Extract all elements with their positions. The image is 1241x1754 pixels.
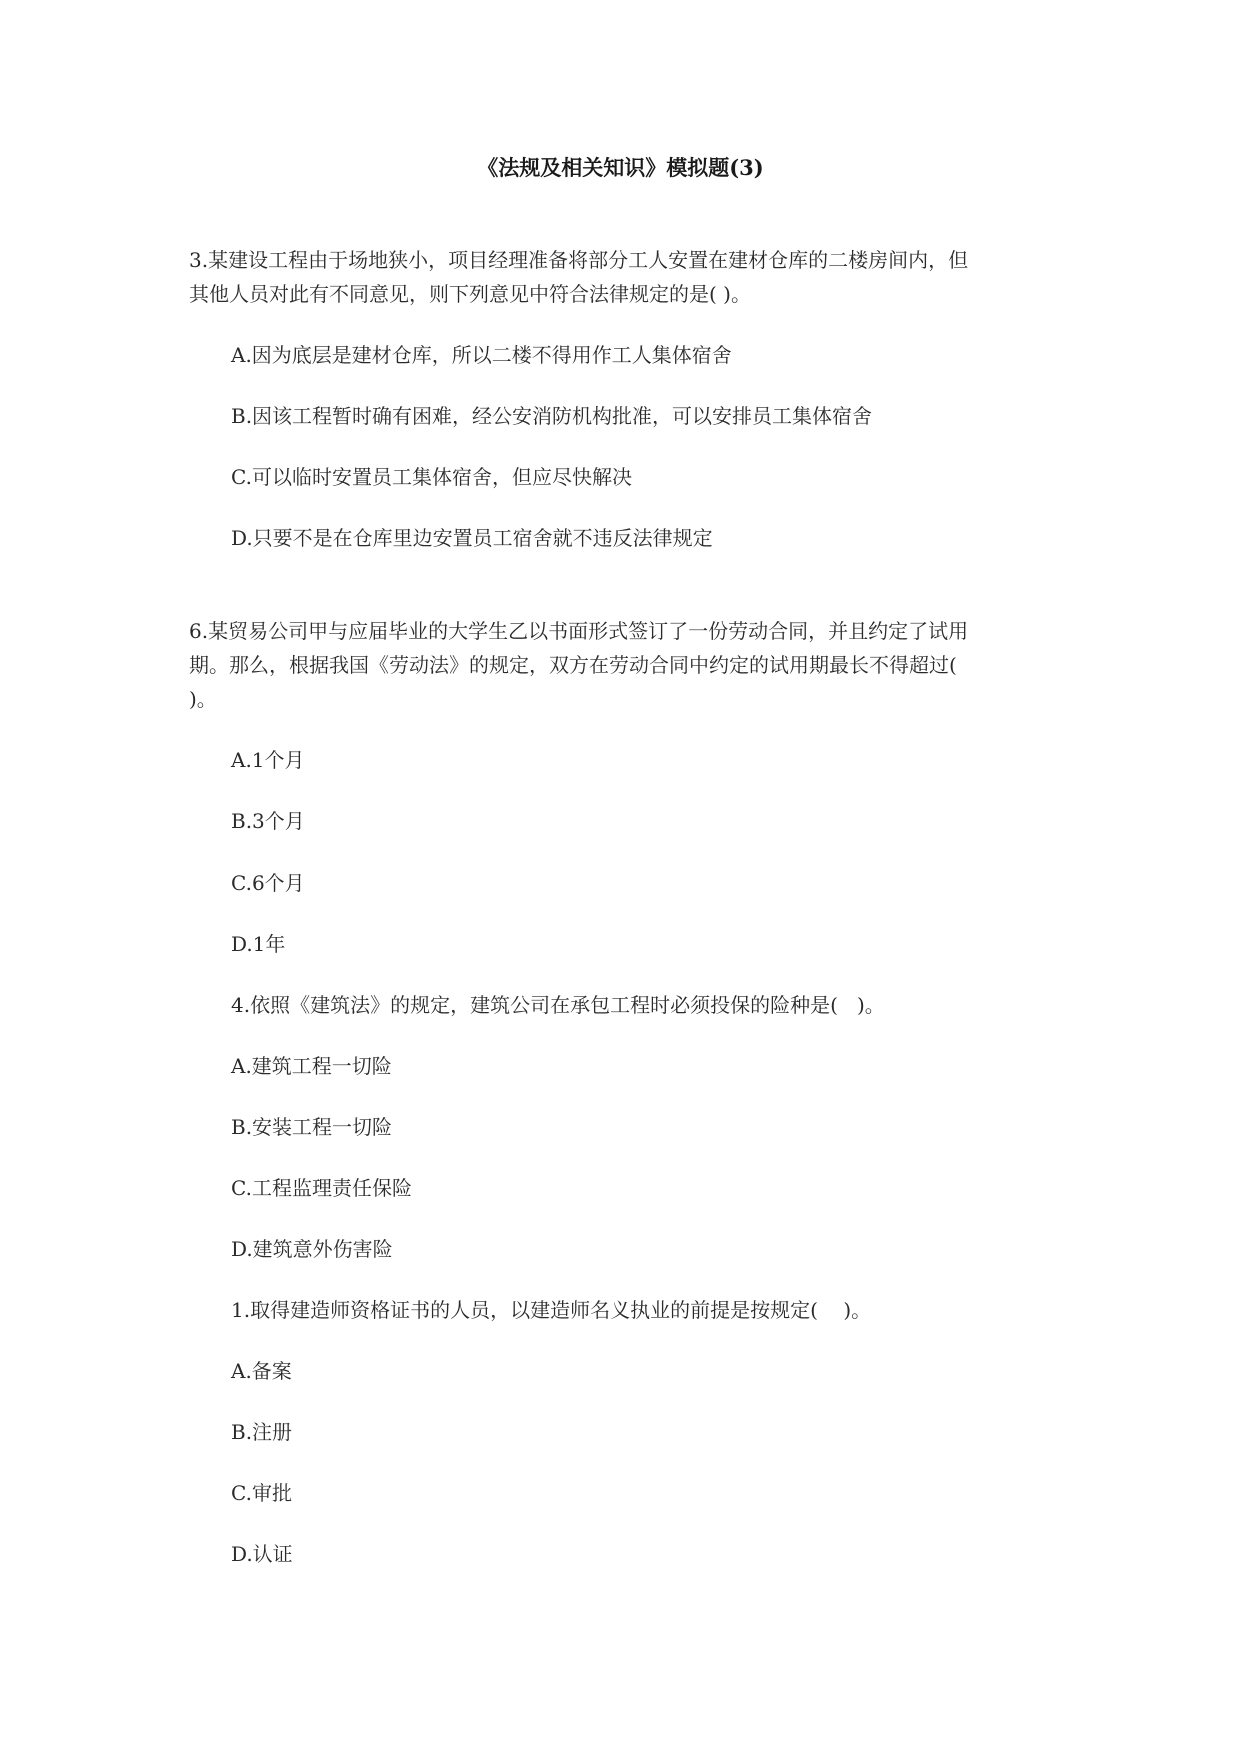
- answer-option: B.注册: [231, 1420, 293, 1444]
- answer-option: D.只要不是在仓库里边安置员工宿舍就不违反法律规定: [231, 526, 713, 550]
- answer-option: D.1年: [231, 932, 286, 956]
- answer-option: D.建筑意外伤害险: [231, 1237, 393, 1261]
- question-stem-line: 4.依照《建筑法》的规定，建筑公司在承包工程时必须投保的险种是( )。: [231, 993, 885, 1017]
- question-stem-line: 期。那么，根据我国《劳动法》的规定，双方在劳动合同中约定的试用期最长不得超过(: [189, 653, 957, 677]
- answer-option: A.因为底层是建材仓库，所以二楼不得用作工人集体宿舍: [231, 343, 732, 367]
- answer-option: C.可以临时安置员工集体宿舍，但应尽快解决: [231, 465, 632, 489]
- question-stem-line: 3.某建设工程由于场地狭小，项目经理准备将部分工人安置在建材仓库的二楼房间内，但: [189, 248, 969, 272]
- answer-option: B.因该工程暂时确有困难，经公安消防机构批准，可以安排员工集体宿舍: [231, 404, 873, 428]
- answer-option: C.审批: [231, 1481, 292, 1505]
- question-stem-line: )。: [189, 687, 217, 711]
- answer-option: C.6个月: [231, 871, 305, 895]
- answer-option: A.建筑工程一切险: [231, 1054, 392, 1078]
- question-stem-line: 其他人员对此有不同意见，则下列意见中符合法律规定的是( )。: [189, 282, 751, 306]
- answer-option: A.备案: [231, 1359, 292, 1383]
- question-stem-line: 6.某贸易公司甲与应届毕业的大学生乙以书面形式签订了一份劳动合同，并且约定了试用: [189, 619, 969, 643]
- answer-option: D.认证: [231, 1542, 293, 1566]
- answer-option: B.3个月: [231, 809, 305, 833]
- answer-option: A.1个月: [231, 748, 305, 772]
- answer-option: C.工程监理责任保险: [231, 1176, 412, 1200]
- answer-option: B.安装工程一切险: [231, 1115, 393, 1139]
- question-stem-line: 1.取得建造师资格证书的人员，以建造师名义执业的前提是按规定( )。: [231, 1298, 872, 1322]
- document-title: 《法规及相关知识》模拟题(3): [477, 155, 764, 180]
